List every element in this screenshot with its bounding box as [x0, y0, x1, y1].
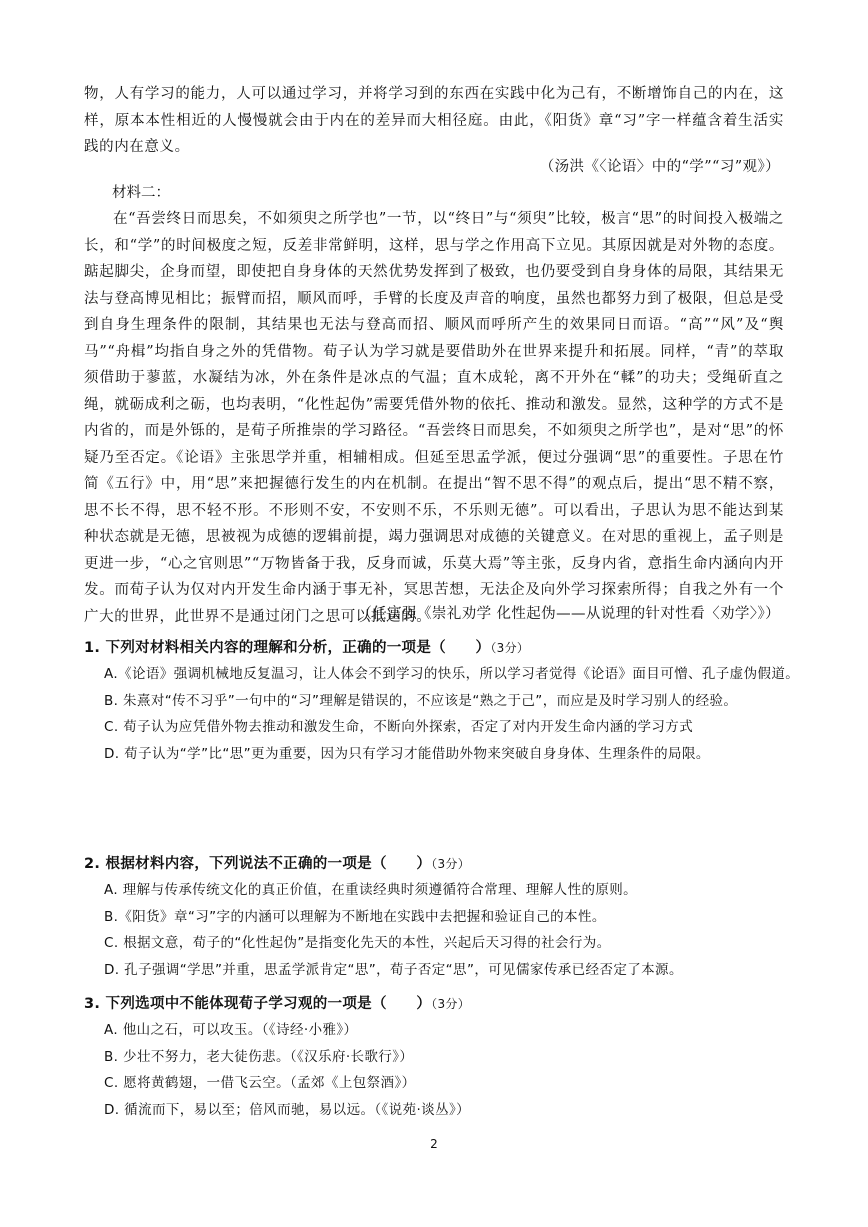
material-two-source: （任富强《崇礼劝学 化性起伪——从说理的针对性看〈劝学〉》）	[357, 606, 780, 622]
option-b: B. 少壮不努力，老大徒伤悲。（《汉乐府·长歌行》）	[104, 1048, 414, 1065]
option-d: D. 循流而下，易以至；倍风而驰，易以远。（《说苑·谈丛》）	[104, 1101, 471, 1118]
question-stem	[84, 635, 804, 661]
option-b: B.《阳货》章“习”字的内涵可以理解为不断地在实践中去把握和验证自己的本性。	[104, 908, 606, 925]
option-a: A. 他山之石，可以攻玉。（《诗经·小雅》）	[104, 1022, 358, 1038]
option-a: A.《论语》强调机械地反复温习，让人体会不到学习的快乐，所以学习者觉得《论语》面目可憎、孔子虚伪假道。	[104, 666, 800, 682]
option-d: D. 孔子强调“学思”并重，思孟学派肯定“思”，荀子否定“思”，可见儒家传承已经否定了本源。	[104, 961, 683, 978]
question-score: （3分）	[431, 997, 470, 1011]
material-two-paragraph: 在“吾尝终日而思矣，不如须臾之所学也”一节，以“终日”与“须臾”比较，极言“思”的时间投入极端之长，和“学”的时间极度之短，反差非常鲜明，这样，思与学之作用高下立见。其原因就是对外物的态度。踮起脚尖，企身而望，即使把自身身体的天然优势发挥到了极致，也仍要受到自身身体的局限，其结果无法与登高博见相比；振臂而招，顺风而呼，手臂的长度及声音的响度，虽然也都努力到了极限，但总是受到自身生理条件的限制，其结果也无法与登高而招、顺风而呼所产生的效果同日而语。“高”“风”及“舆马”“舟楫”均指自身之外的凭借物。荀子认为学习就是要借助外在世界来提升和拓展。同样，“青”的萃取须借助于蓼蓝，水凝结为冰，外在条件是冰点的气温；直木成轮，离不开外在“輮”的功夫；受绳斫直之绳，就砺成利之砺，也均表明，“化性起伪”需要凭借外物的依托、推动和激发。显然，这种学的方式不是内省的，而是外铄的，是荀子所推崇的学习路径。“吾尝终日而思矣，不如须臾之所学也”，是对“思”的怀疑乃至否定。《论语》主张思学并重，相辅相成。但延至思孟学派，便过分强调“思”的重要性。子思在竹简《五行》中，用“思”来把握德行发生的内在机制。在提出“智不思不得”的观点后，提出“思不精不察，思不长不得，思不轻不形。不形则不安，不安则不乐，不乐则无德”。可以看出，子思认为思不能达到某种状态就是无德，思被视为成德的逻辑前提，竭力强调思对成德的关键意义。在对思的重视上，孟子则是更进一步，“心之官则思”“万物皆备于我，反身而诚，乐莫大焉”等主张，反身内省，意指生命内涵向内开发。而荀子认为仅对内开发生命内涵于事无补，冥思苦想，无法企及向外学习探索所得；自我之外有一个广大的世界，此世界不是通过闭门之思可以抵达的。	[84, 211, 784, 625]
material-one-tail-paragraph: 物，人有学习的能力，人可以通过学习，并将学习到的东西在实践中化为己有，不断增饰自己的内在，这样，原本本性相近的人慢慢就会由于内在的差异而大相径庭。由此，《阳货》章“习”字一样蕴含着生活实践的内在意义。	[84, 86, 784, 155]
page-number: 2	[430, 1137, 438, 1151]
question-text: 2. 根据材料内容，下列说法不正确的一项是（ ）	[84, 856, 432, 872]
question-3	[84, 991, 804, 1123]
option-a: A. 理解与传承传统文化的真正价值，在重读经典时须遵循符合常理、理解人性的原则。	[104, 882, 638, 898]
option-c: C. 根据文意，荀子的“化性起伪”是指变化先天的本性，兴起后天习得的社会行为。	[104, 935, 611, 951]
question-2	[84, 851, 804, 983]
option-b: B. 朱熹对“传不习乎”一句中的“习”理解是错误的，不应该是“熟之于己”，而应是及时学习别人的经验。	[104, 692, 738, 709]
question-score: （3分）	[490, 641, 530, 655]
question-text: 1. 下列对材料相关内容的理解和分析，正确的一项是（ ）	[84, 640, 491, 656]
option-c: C. 愿将黄鹤翅，一借飞云空。（孟郊《上包祭酒》）	[104, 1075, 416, 1091]
question-1	[84, 635, 804, 767]
option-d: D. 荀子认为“学”比“思”更为重要，因为只有学习才能借助外物来突破自身身体、生理条件的局限。	[104, 745, 710, 762]
material-one-source: （汤洪《〈论语〉中的“学”“习”观》）	[539, 159, 780, 175]
question-stem	[84, 851, 804, 877]
question-score: （3分）	[431, 857, 470, 871]
material-two-label: 材料二：	[112, 185, 170, 201]
question-stem	[84, 991, 804, 1017]
option-c: C. 荀子认为应凭借外物去推动和激发生命，不断向外探索，否定了对内开发生命内涵的学习方式	[104, 719, 694, 735]
question-text: 3. 下列选项中不能体现荀子学习观的一项是（ ）	[84, 996, 432, 1012]
